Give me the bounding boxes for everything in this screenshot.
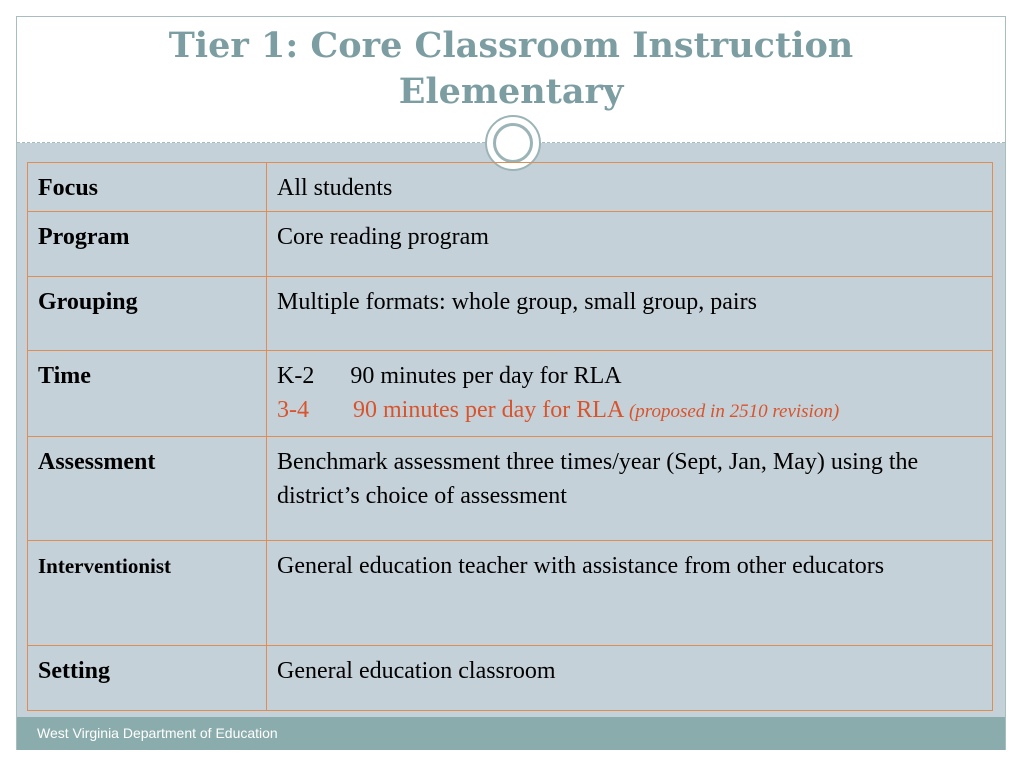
row-label-setting: Setting <box>28 646 267 711</box>
row-label-focus: Focus <box>28 163 267 212</box>
table-row <box>28 646 993 711</box>
footer-text: West Virginia Department of Education <box>37 725 278 741</box>
tier1-table <box>27 162 993 711</box>
row-value-grouping: Multiple formats: whole group, small group, pairs <box>267 277 993 351</box>
revision-note: (proposed in 2510 revision) <box>628 401 840 422</box>
row-value-interventionist: General education teacher with assistance from other educators <box>267 541 993 646</box>
row-label-time: Time <box>28 351 267 437</box>
slide-title-line1: Tier 1: Core Classroom Instruction <box>168 25 854 66</box>
inner-circle-icon <box>493 123 533 163</box>
grade-34: 3-4 <box>277 397 309 423</box>
table-row <box>28 163 993 212</box>
row-value-focus: All students <box>267 163 993 212</box>
time-34-line <box>277 393 982 429</box>
row-value-time <box>267 351 993 437</box>
row-value-program: Core reading program <box>267 212 993 277</box>
table-row <box>28 541 993 646</box>
slide-title-line2: Elementary <box>398 71 624 112</box>
row-value-assessment: Benchmark assessment three times/year (Sept, Jan, May) using the district’s choice of assessment <box>267 437 993 541</box>
row-value-setting: General education classroom <box>267 646 993 711</box>
table-row <box>28 351 993 437</box>
table-row <box>28 277 993 351</box>
grade-k2: K-2 <box>277 363 315 389</box>
row-label-assessment: Assessment <box>28 437 267 541</box>
slide-title <box>17 23 1005 115</box>
row-label-interventionist: Interventionist <box>28 541 267 646</box>
time-k2-line <box>277 359 982 393</box>
footer-bar <box>17 717 1005 750</box>
table-row <box>28 437 993 541</box>
table-row <box>28 212 993 277</box>
time-34-text: 90 minutes per day for RLA <box>353 397 623 423</box>
row-label-program: Program <box>28 212 267 277</box>
row-label-grouping: Grouping <box>28 277 267 351</box>
slide <box>16 16 1006 750</box>
time-k2-text: 90 minutes per day for RLA <box>350 363 622 389</box>
